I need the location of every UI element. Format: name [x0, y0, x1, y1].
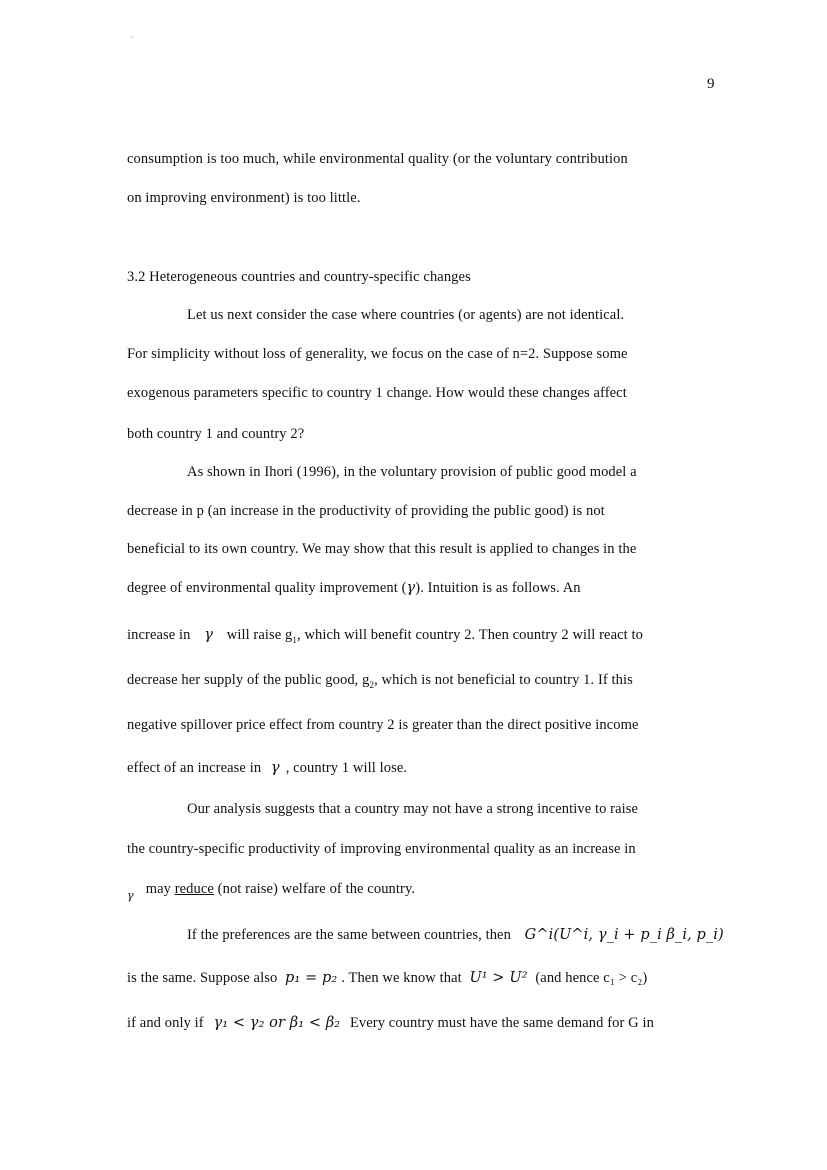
paragraph2-line1: Let us next consider the case where countries (or agents) are not identical. — [187, 307, 625, 323]
paragraph3-line6 — [127, 672, 633, 690]
paragraph2-line2: For simplicity without loss of generality, we focus on the case of n=2. Suppose some — [127, 346, 628, 362]
paragraph3-line8 — [127, 760, 407, 777]
scan-speck: · — [131, 33, 134, 42]
text-segment: If the preferences are the same between countries, then — [187, 927, 511, 943]
paragraph3-line3: beneficial to its own country. We may show that this result is applied to changes in the — [127, 541, 637, 557]
page-number: 9 — [707, 76, 715, 92]
gamma-symbol: γ — [204, 627, 214, 643]
paragraph2-line3: exogenous parameters specific to country 1 change. How would these changes affect — [127, 385, 627, 401]
equation: U¹ > U² — [469, 970, 528, 986]
text-segment: decrease her supply of the public good, g — [127, 672, 370, 688]
paragraph3-line4 — [127, 580, 581, 597]
text-segment: Every country must have the same demand for G in — [349, 1015, 654, 1031]
text-segment: degree of environmental quality improvement ( — [127, 580, 407, 596]
text-segment: ). Intuition is as follows. An — [415, 580, 581, 596]
equation: G^i(U^i, γ_i + p_i β_i, p_i) — [524, 927, 724, 943]
paragraph3-line5 — [127, 627, 643, 645]
equation: p₁ = p₂ — [285, 970, 338, 986]
section-heading: 3.2 Heterogeneous countries and country-specific changes — [127, 269, 471, 285]
paragraph4-line1: Our analysis suggests that a country may not have a strong incentive to raise — [187, 801, 639, 817]
paragraph5-line2 — [127, 970, 647, 987]
text-segment: if and only if — [127, 1015, 204, 1031]
equation: γ₁ < γ₂ or β₁ < β₂ — [213, 1015, 341, 1031]
paragraph3-line2: decrease in p (an increase in the productivity of providing the public good) is not — [127, 503, 605, 519]
text-segment: effect of an increase in — [127, 760, 262, 776]
paragraph4-line3 — [127, 881, 415, 902]
paragraph3-line1: As shown in Ihori (1996), in the voluntary provision of public good model a — [187, 464, 637, 480]
text-segment: is the same. Suppose also — [127, 970, 278, 986]
paragraph1-line2: on improving environment) is too little. — [127, 190, 361, 206]
text-segment: , country 1 will lose. — [285, 760, 408, 776]
text-segment: (not raise) welfare of the country. — [217, 881, 416, 897]
text-segment: , which is not beneficial to country 1. If this — [374, 672, 633, 688]
paragraph5-line1 — [187, 927, 724, 944]
underlined-word: reduce — [174, 881, 214, 897]
text-segment: will raise g — [226, 627, 293, 643]
gamma-symbol: γ — [406, 580, 416, 596]
text-segment: may — [145, 881, 171, 897]
paragraph2-line4: both country 1 and country 2? — [127, 426, 305, 442]
paragraph4-line2: the country-specific productivity of improving environmental quality as an increase in — [127, 841, 636, 857]
text-segment: (and hence c₁ > c₂) — [535, 970, 648, 986]
text-segment: increase in — [127, 627, 191, 643]
subscript: 1 — [292, 635, 297, 645]
text-segment: . Then we know that — [341, 970, 462, 986]
gamma-symbol: γ — [270, 760, 280, 776]
subscript: 2 — [369, 680, 375, 690]
text-segment: , which will benefit country 2. Then country 2 will react to — [297, 627, 643, 643]
paragraph1-line1: consumption is too much, while environmental quality (or the voluntary contribution — [127, 151, 628, 167]
paragraph5-line3 — [127, 1015, 654, 1032]
paragraph3-line7: negative spillover price effect from country 2 is greater than the direct positive income — [127, 717, 639, 733]
gamma-symbol: γ — [127, 889, 134, 902]
